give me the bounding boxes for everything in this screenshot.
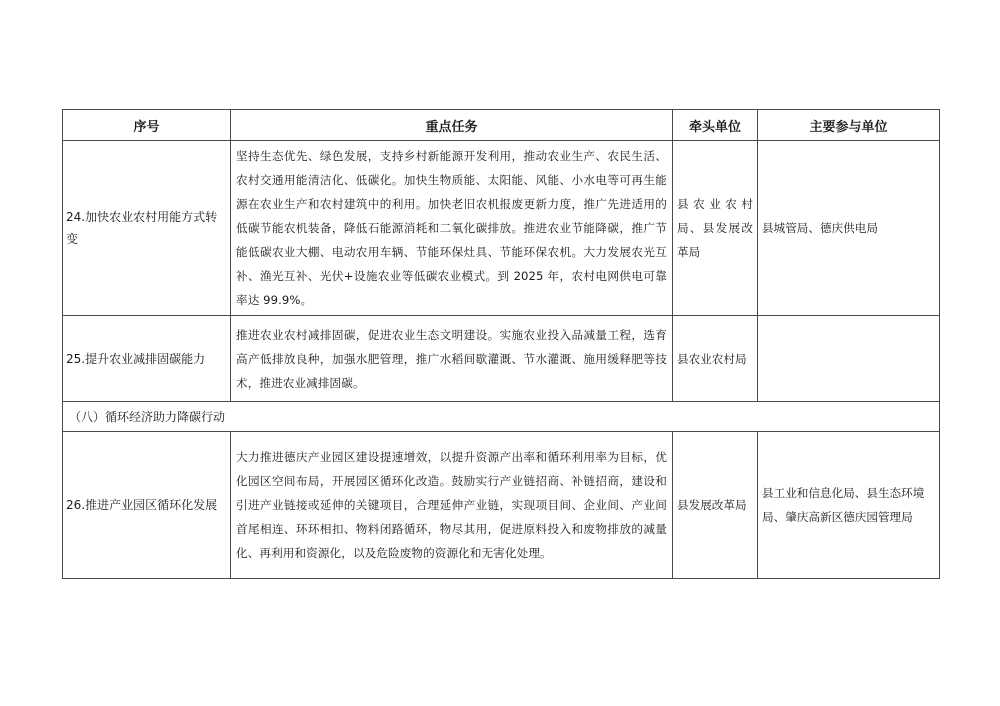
row-task: 大力推进德庆产业园区建设提速增效，以提升资源产出率和循环利用率为目标，优化园区空间布局，开展园区循环化改造。鼓励实行产业链招商、补链招商，建设和引进产业链接或延伸的关键项目，合理延伸产业链，实现项目间、企业间、产业间首尾相连、环环相扣、物料闭路循环，物尽其用，促进原料投入和废物排放的减量化、再利用和资源化，以及危险废物的资源化和无害化处理。 — [231, 432, 673, 579]
section-row — [63, 402, 940, 432]
key-tasks-table — [62, 109, 940, 579]
header-participants: 主要参与单位 — [758, 110, 940, 141]
section-title: （八）循环经济助力降碳行动 — [63, 402, 940, 432]
row-participants: 县工业和信息化局、县生态环境局、肇庆高新区德庆园管理局 — [758, 432, 940, 579]
row-seq: 26.推进产业园区循环化发展 — [63, 432, 231, 579]
table-row — [63, 316, 940, 402]
row-lead: 县农业农村局、县发展改革局 — [673, 141, 758, 316]
table-row — [63, 432, 940, 579]
row-task: 推进农业农村减排固碳，促进农业生态文明建设。实施农业投入品减量工程，选育高产低排放良种，加强水肥管理，推广水稻间歇灌溉、节水灌溉、施用缓释肥等技术，推进农业减排固碳。 — [231, 316, 673, 402]
header-row — [63, 110, 940, 141]
row-participants — [758, 316, 940, 402]
row-participants: 县城管局、德庆供电局 — [758, 141, 940, 316]
row-task: 坚持生态优先、绿色发展，支持乡村新能源开发利用，推动农业生产、农民生活、农村交通用能清洁化、低碳化。加快生物质能、太阳能、风能、小水电等可再生能源在农业生产和农村建筑中的利用。加快老旧农机报废更新力度，推广先进适用的低碳节能农机装备，降低石能源消耗和二氧化碳排放。推进农业节能降碳，推广节能低碳农业大棚、电动农用车辆、节能环保灶具、节能环保农机。大力发展农光互补、渔光互补、光伏+设施农业等低碳农业模式。到 2025 年，农村电网供电可靠率达 99.9%。 — [231, 141, 673, 316]
table-row — [63, 141, 940, 316]
header-task: 重点任务 — [231, 110, 673, 141]
row-seq: 25.提升农业减排固碳能力 — [63, 316, 231, 402]
row-lead: 县发展改革局 — [673, 432, 758, 579]
header-lead: 牵头单位 — [673, 110, 758, 141]
header-seq: 序号 — [63, 110, 231, 141]
row-lead: 县农业农村局 — [673, 316, 758, 402]
row-seq: 24.加快农业农村用能方式转变 — [63, 141, 231, 316]
